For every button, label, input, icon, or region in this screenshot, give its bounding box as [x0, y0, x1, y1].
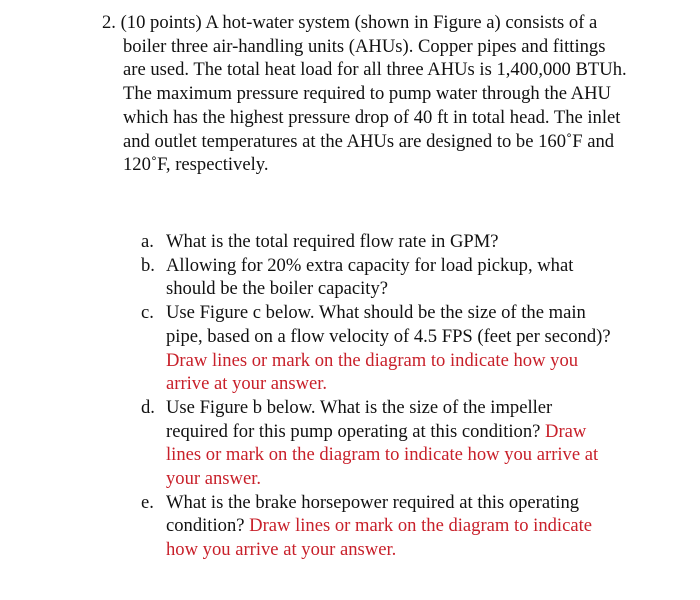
part-question: What is the brake horsepower required at this operating condition? [166, 491, 580, 537]
part-instruction: Draw lines or mark on the diagram to indicate how you arrive at your answer. [166, 349, 579, 395]
problem-number: 2. [102, 12, 116, 33]
problem-points: (10 points) [120, 12, 202, 33]
part-question: Allowing for 20% extra capacity for load pickup, what should be the boiler capacity? [166, 254, 574, 300]
problem-intro [102, 11, 632, 177]
part-letter: d. [141, 396, 155, 418]
problem-2 [102, 11, 632, 561]
question-part-c [141, 301, 616, 396]
part-letter: a. [141, 231, 154, 252]
question-parts-list [141, 230, 616, 562]
question-part-b [141, 254, 616, 301]
part-question: Use Figure c below. What should be the size of the main pipe, based on a flow velocity of 4.5 FPS (feet per second)? [166, 302, 611, 347]
part-letter: b. [141, 254, 155, 276]
part-instruction: Draw lines or mark on the diagram to indicate how you arrive at your answer. [166, 420, 599, 490]
part-letter: e. [141, 491, 154, 513]
question-part-a [141, 230, 616, 254]
part-instruction: Draw lines or mark on the diagram to indicate how you arrive at your answer. [166, 515, 592, 561]
part-question: What is the total required flow rate in GPM? [166, 231, 499, 252]
question-part-e [141, 491, 616, 562]
part-letter: c. [141, 302, 154, 324]
problem-statement: A hot-water system (shown in Figure a) consists of a boiler three air-handling units (AHUs). Copper pipes and fittings are used. The total heat load for all three AHUs is 1,400,000 BTUh. The maximum pressure required to pump water through the AHU which has the highest pressure drop of 40 ft in total head. The inlet and outlet temperatures at the AHUs are designed to be 160˚F and 120˚F, respectively. [123, 12, 627, 176]
question-part-d [141, 396, 616, 491]
part-question: Use Figure b below. What is the size of the impeller required for this pump operating at this condition? [166, 396, 553, 442]
